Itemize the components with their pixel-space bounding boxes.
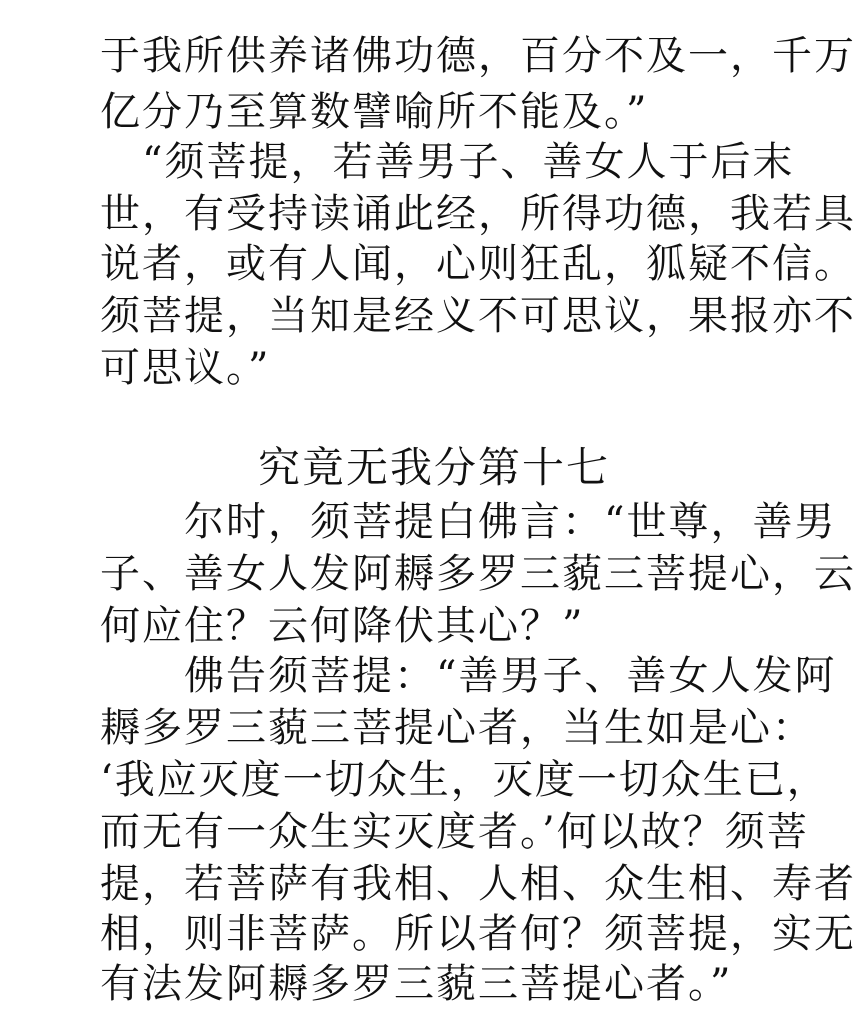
text-line: 何应住？云何降伏其心？” bbox=[100, 603, 585, 649]
text-line: ‘我应灭度一切众生，灭度一切众生已， bbox=[100, 757, 829, 803]
text-line: 须菩提，当知是经义不可思议，果报亦不 bbox=[100, 293, 856, 339]
text-line: 于我所供养诸佛功德，百分不及一，千万 bbox=[100, 33, 856, 79]
text-line: 有法发阿耨多罗三藐三菩提心者。” bbox=[100, 961, 733, 1007]
text-line: 世，有受持读诵此经，所得功德，我若具 bbox=[100, 191, 856, 237]
text-line: 相，则非菩萨。所以者何？须菩提，实无 bbox=[100, 911, 856, 957]
text-line: 提，若菩萨有我相、人相、众生相、寿者 bbox=[100, 861, 856, 907]
text-line: 耨多罗三藐三菩提心者，当生如是心： bbox=[100, 705, 814, 751]
text-line: 尔时，须菩提白佛言：“世尊，善男 bbox=[100, 499, 837, 545]
text-line: 佛告须菩提：“善男子、善女人发阿 bbox=[100, 653, 837, 699]
text-line: 说者，或有人闻，心则狂乱，狐疑不信。 bbox=[100, 241, 856, 287]
text-line: “须菩提，若善男子、善女人于后末 bbox=[100, 139, 795, 185]
text-line: 子、善女人发阿耨多罗三藐三菩提心，云 bbox=[100, 551, 856, 597]
text-line: 可思议。” bbox=[100, 345, 271, 391]
chapter-title: 究竟无我分第十七 bbox=[257, 443, 610, 492]
text-line: 亿分乃至算数譬喻所不能及。” bbox=[100, 89, 649, 135]
text-line: 而无有一众生实灭度者。’何以故？须菩 bbox=[100, 809, 809, 855]
